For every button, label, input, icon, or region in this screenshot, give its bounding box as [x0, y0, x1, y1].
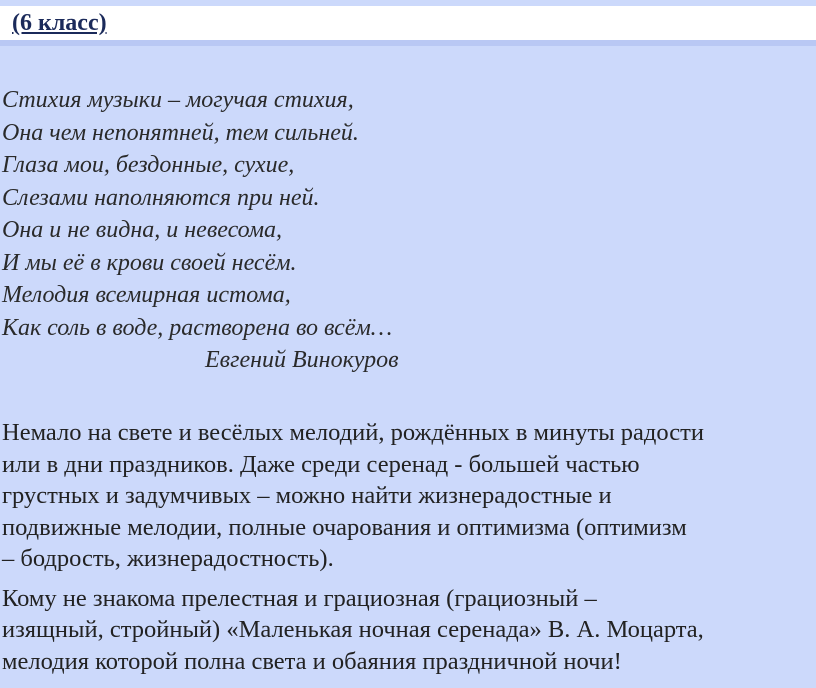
prose-line: Немало на свете и весёлых мелодий, рождённых в минуты радости — [2, 419, 704, 446]
poem-line: Стихия музыки – могучая стихия, — [2, 87, 354, 113]
poem-line: Слезами наполняются при ней. — [2, 184, 320, 211]
prose-line: грустных и задумчивых – можно найти жизнерадостные и — [2, 482, 612, 509]
prose-paragraph — [2, 583, 814, 678]
poem-line: Как соль в воде, растворена во всём… — [2, 314, 393, 341]
poem-block — [2, 84, 802, 377]
poem-line: Глаза мои, бездонные, сухие, — [2, 152, 295, 178]
prose-line: или в дни праздников. Даже среди серенад - большей частью — [2, 450, 640, 478]
grade-heading: (6 класс) — [12, 10, 107, 36]
header-band — [0, 6, 816, 40]
header-accent-line — [0, 40, 816, 46]
prose-line: изящный, стройный) «Маленькая ночная серенада» В. А. Моцарта, — [2, 616, 704, 643]
prose-line: Кому не знакома прелестная и грациозная (грациозный – — [2, 584, 597, 612]
poem-author: Евгений Винокуров — [205, 347, 399, 373]
prose-line: подвижные мелодии, полные очарования и оптимизма (оптимизм — [2, 513, 687, 541]
prose-line: – бодрость, жизнерадостность). — [2, 545, 334, 572]
prose-line: мелодия которой полна света и обаяния праздничной ночи! — [2, 647, 622, 675]
poem-line: Она чем непонятней, тем сильней. — [2, 119, 359, 146]
prose-block — [2, 417, 814, 685]
poem-line: И мы её в крови своей несём. — [2, 249, 297, 276]
poem-line: Мелодия всемирная истома, — [2, 282, 291, 308]
prose-paragraph — [2, 417, 814, 575]
poem-line: Она и не видна, и невесома, — [2, 217, 283, 243]
